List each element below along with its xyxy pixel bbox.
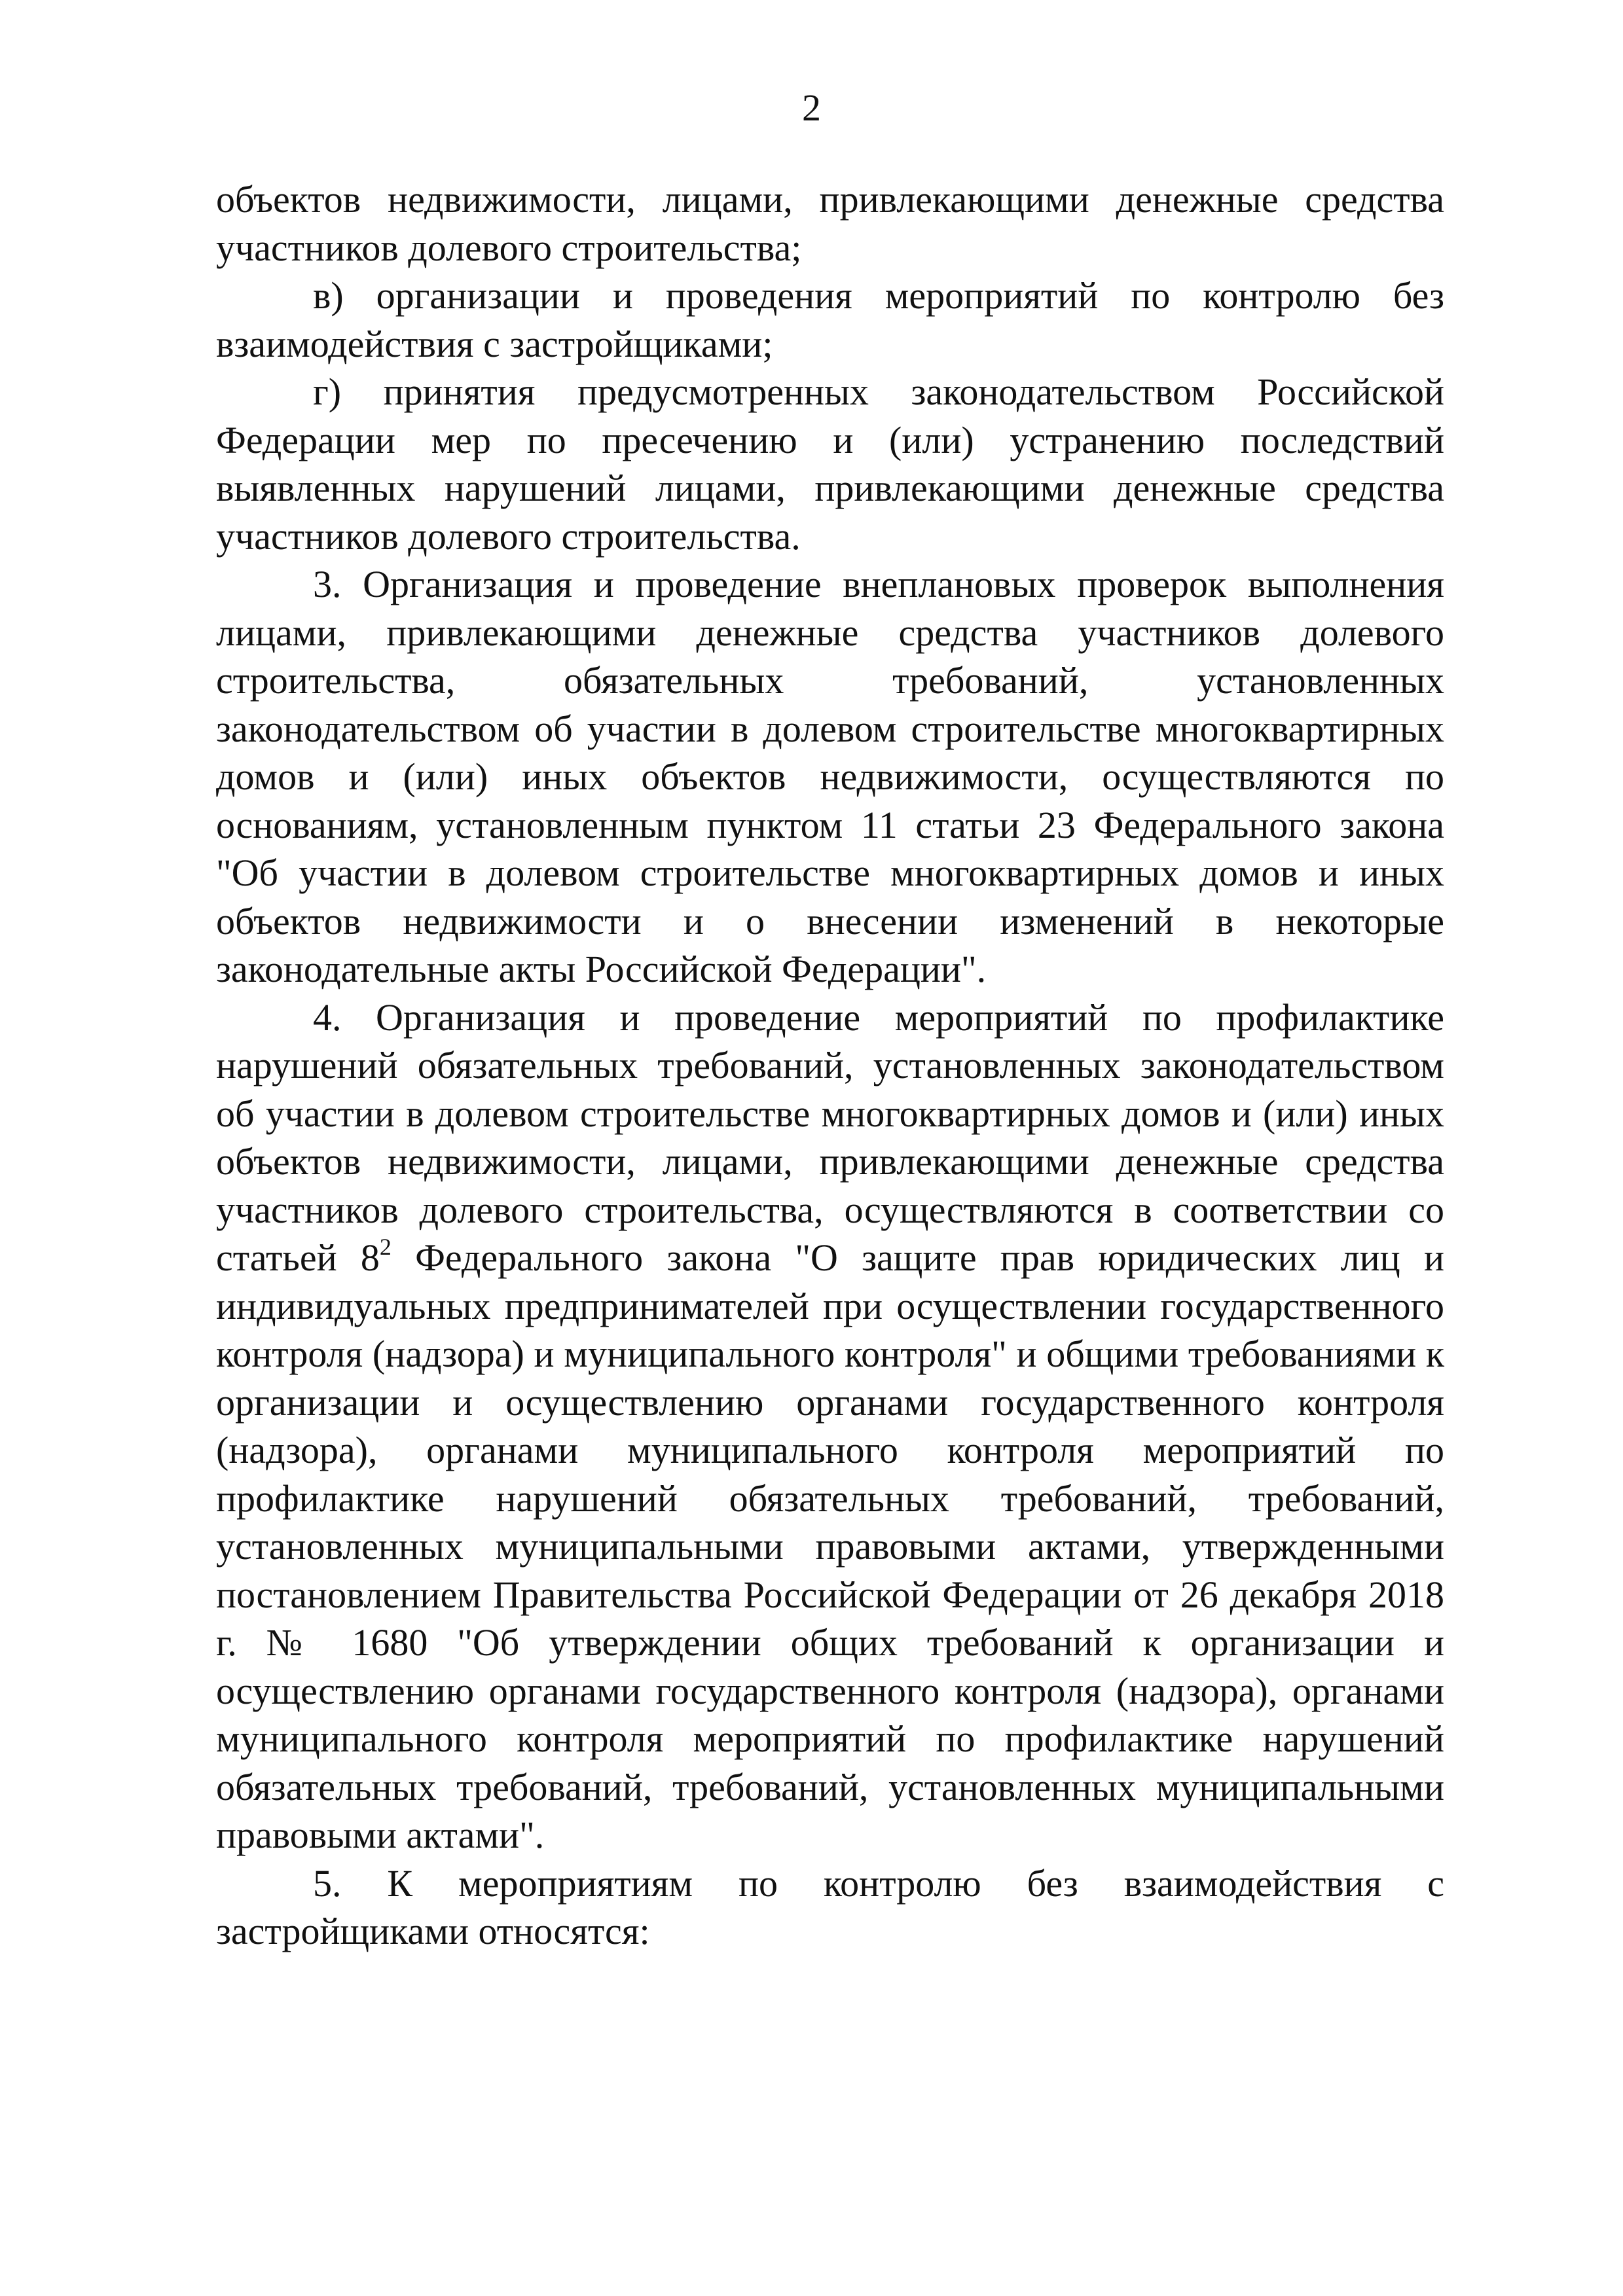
page-number: 2 <box>802 86 821 129</box>
paragraph-section-5: 5. К мероприятиям по контролю без взаимодействия с застройщиками относятся: <box>216 1861 1444 1952</box>
article-superscript: 2 <box>379 1234 392 1260</box>
paragraph-item-v: в) организации и проведения мероприятий по контролю без взаимодействия с застройщиками; <box>216 274 1444 365</box>
paragraph-section-3: 3. Организация и проведение внеплановых проверок выполнения лицами, привлекающими денежные средства участников долевого строительства, обязательных требований, установленных законодательством об участии в долевом строительстве многоквартирных домов и (или) иных объектов недвижимости, осуществляются по основаниям, установленным пунктом 11 статьи 23 Федерального закона "Об участии в долевом строительстве многоквартирных домов и иных объектов недвижимости и о внесении изменений в некоторые законодательные акты Российской Федерации". <box>216 563 1444 990</box>
paragraph-section-4-part-2: Федерального закона "О защите прав юридических лиц и индивидуальных предпринимателей при осуществлении государственного контроля (надзора) и муниципального контроля" и общими требованиями к организации и осуществлению органами государственного контроля (надзора), органами муниципального контроля мероприятий по профилактике нарушений обязательных требований, требований, установленных муниципальными правовыми актами, утвержденными постановлением Правительства Российской Федерации от 26 декабря 2018 г. № 1680 "Об утверждении общих требований к организации и осуществлению органами государственного контроля (надзора), органами муниципального контроля мероприятий по профилактике нарушений обязательных требований, требований, установленных муниципальными правовыми актами". <box>216 1236 1444 1856</box>
paragraph-section-4 <box>216 994 1444 1859</box>
document-body <box>216 175 1444 1956</box>
paragraph-item-g: г) принятия предусмотренных законодательством Российской Федерации мер по пресечению и (или) устранению последствий выявленных нарушений лицами, привлекающими денежные средства участников долевого строительства. <box>216 370 1444 558</box>
paragraph-section-4-part-1: 4. Организация и проведение мероприятий по профилактике нарушений обязательных требований, установленных законодательством об участии в долевом строительстве многоквартирных домов и (или) иных объектов недвижимости, лицами, привлекающими денежные средства участников долевого строительства, осуществляются в соответствии со статьей 8 <box>216 996 1444 1279</box>
paragraph-continuation: объектов недвижимости, лицами, привлекающими денежные средства участников долевого строительства; <box>216 178 1444 269</box>
